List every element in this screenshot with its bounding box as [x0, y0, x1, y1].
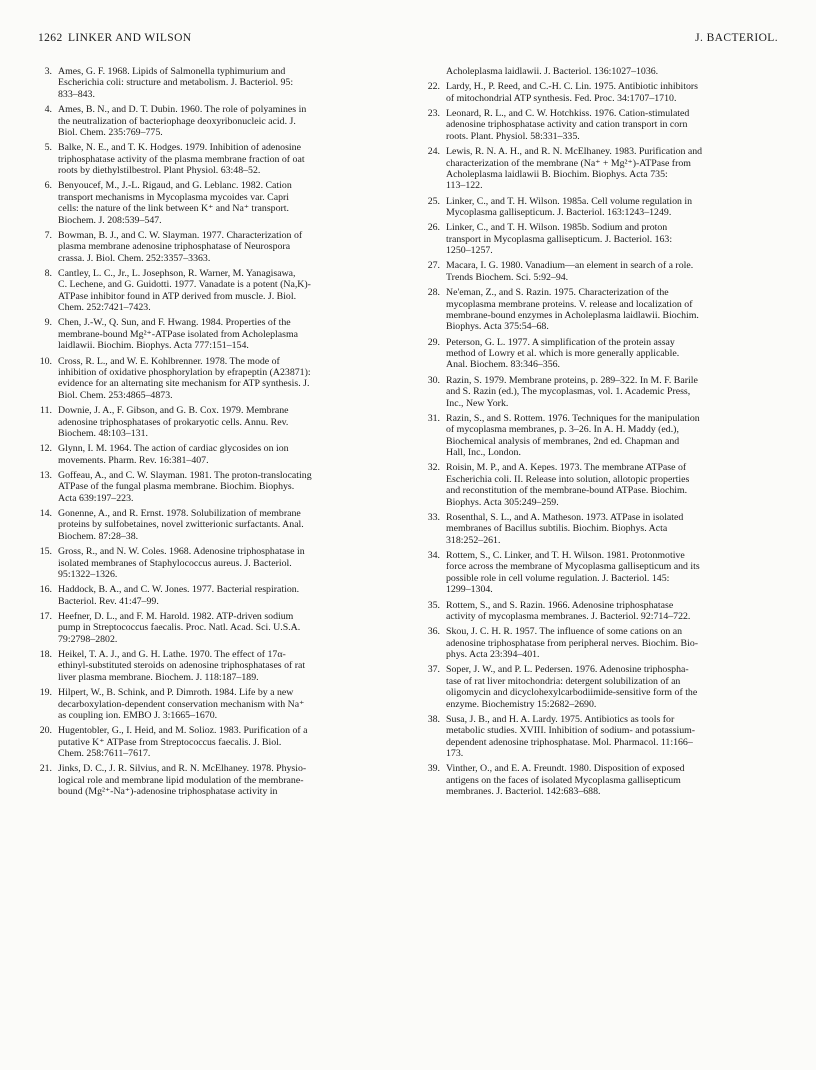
reference-line: crassa. J. Biol. Chem. 252:3357–3363.	[58, 252, 211, 264]
reference-line: Heikel, T. A. J., and G. H. Lathe. 1970. The effect of 17α-	[58, 649, 286, 661]
reference-item	[426, 146, 778, 192]
reference-line: Inc., New York.	[446, 397, 509, 409]
reference-line: of mycoplasma membranes, p. 3–26. In A. H. Maddy (ed.),	[446, 424, 679, 436]
reference-line: possible role in cell volume regulation. J. Bacteriol. 145:	[446, 572, 670, 584]
reference-line: activity of mycoplasma membranes. J. Bacteriol. 92:714–722.	[446, 610, 691, 622]
reference-line: 173.	[446, 748, 464, 760]
reference-line: Ne'eman, Z., and S. Razin. 1975. Characterization of the	[446, 287, 669, 299]
reference-line: Biochemical analysis of membranes, 2nd ed. Chapman and	[446, 435, 680, 447]
reference-line: laidlawii. Biochim. Biophys. Acta 777:151–154.	[58, 340, 249, 352]
reference-line: the neutralization of bacteriophage deoxyribonucleic acid. J.	[58, 115, 296, 127]
reference-item	[38, 356, 390, 402]
reference-line: Skou, J. C. H. R. 1957. The influence of some cations on an	[446, 626, 683, 638]
reference-line: bound (Mg²⁺-Na⁺)-adenosine triphosphatase activity in	[58, 786, 278, 798]
reference-number: 19.	[39, 687, 52, 699]
reference-number: 23.	[427, 108, 440, 119]
reference-line: Razin, S., and S. Rottem. 1976. Techniques for the manipulation	[446, 412, 700, 424]
reference-line: and S. Razin (ed.), The mycoplasmas, vol. 1. Academic Press,	[446, 386, 691, 398]
reference-line: Benyoucef, M., J.-L. Rigaud, and G. Leblanc. 1982. Cation	[58, 180, 292, 192]
reference-line: 833–843.	[58, 88, 95, 100]
reference-number: 4.	[44, 104, 52, 116]
reference-line: Ames, G. F. 1968. Lipids of Salmonella typhimurium and	[58, 66, 286, 77]
reference-item	[38, 66, 390, 100]
reference-line: Biochem. 87:28–38.	[58, 530, 139, 542]
reference-line: Balke, N. E., and T. K. Hodges. 1979. Inhibition of adenosine	[58, 142, 301, 154]
reference-item	[38, 508, 390, 542]
reference-line: proteins by sulfobetaines, novel zwitterionic surfactants. Anal.	[58, 519, 304, 531]
reference-line: 79:2798–2802.	[58, 633, 118, 645]
reference-item	[426, 714, 778, 760]
reference-item	[38, 268, 390, 314]
reference-line: Rottem, S., C. Linker, and T. H. Wilson. 1981. Protonmotive	[446, 550, 685, 562]
reference-line: Heefner, D. L., and F. M. Harold. 1982. ATP-driven sodium	[58, 610, 294, 622]
reference-line: adenosine triphosphatase from peripheral nerves. Biochim. Bio-	[446, 637, 699, 649]
reference-item	[426, 462, 778, 508]
reference-number: 6.	[44, 180, 52, 192]
reference-line: adenosine triphosphatases of prokaryotic cells. Annu. Rev.	[58, 416, 289, 428]
reference-line: tase of rat liver mitochondria: detergent solubilization of an	[446, 675, 681, 687]
reference-line: 1250–1257.	[446, 245, 493, 257]
running-journal: J. BACTERIOL.	[695, 32, 778, 44]
reference-line: Haddock, B. A., and C. W. Jones. 1977. Bacterial respiration.	[58, 584, 300, 596]
reference-item	[38, 763, 390, 797]
reference-line: Biol. Chem. 253:4865–4873.	[58, 389, 173, 401]
reference-line: Jinks, D. C., J. R. Silvius, and R. N. McElhaney. 1978. Physio-	[58, 763, 307, 775]
reference-number: 38.	[427, 713, 440, 725]
reference-line: Roisin, M. P., and A. Kepes. 1973. The membrane ATPase of	[446, 462, 687, 474]
reference-line: membrane-bound enzymes in Acholeplasma laidlawii. Biochim.	[446, 309, 699, 321]
reference-line: Acholeplasma laidlawii B. Biochim. Biophys. Acta 735:	[446, 168, 668, 180]
reference-line: Peterson, G. L. 1977. A simplification of the protein assay	[446, 336, 675, 348]
reference-line: Escherichia coli. II. Release into solution, allotopic properties	[446, 473, 690, 485]
reference-line: Macara, I. G. 1980. Vanadium—an element in search of a role.	[446, 260, 694, 272]
reference-line: Bowman, B. J., and C. W. Slayman. 1977. Characterization of	[58, 229, 303, 241]
reference-line: Cantley, L. C., Jr., L. Josephson, R. Warner, M. Yanagisawa,	[58, 267, 296, 279]
reference-line: ethinyl-substituted steroids on adenosine triphosphatases of rat	[58, 660, 306, 672]
reference-line: Razin, S. 1979. Membrane proteins, p. 289–322. In M. F. Barile	[446, 374, 698, 386]
reference-number: 22.	[427, 81, 440, 93]
reference-line: Hugentobler, G., I. Heid, and M. Solioz. 1983. Purification of a	[58, 725, 308, 737]
reference-line: isolated membranes of Staphylococcus aureus. J. Bacteriol.	[58, 557, 292, 569]
reference-number: 20.	[39, 725, 52, 737]
reference-item	[426, 81, 778, 104]
reference-number: 13.	[39, 469, 52, 481]
reference-number: 28.	[427, 287, 440, 299]
reference-line: Rottem, S., and S. Razin. 1966. Adenosine triphosphatase	[446, 599, 674, 611]
reference-number: 30.	[427, 374, 440, 386]
reference-line: movements. Pharm. Rev. 16:381–407.	[58, 454, 209, 466]
reference-line: Bacteriol. Rev. 41:47–99.	[58, 595, 159, 607]
reference-item	[426, 664, 778, 710]
reference-line: cells: the nature of the link between K⁺ and Na⁺ transport.	[58, 203, 289, 215]
reference-line: Biol. Chem. 235:769–775.	[58, 126, 163, 138]
reference-line: membrane-bound Mg²⁺-ATPase isolated from Acholeplasma	[58, 328, 298, 340]
reference-line: Escherichia coli: structure and metabolism. J. Bacteriol. 95:	[58, 77, 294, 89]
reference-line: Acta 639:197–223.	[58, 492, 134, 504]
reference-item	[426, 108, 778, 142]
reference-number: 5.	[44, 142, 52, 154]
reference-line: Chem. 252:7421–7423.	[58, 302, 151, 314]
reference-item	[38, 611, 390, 645]
reference-line: Trends Biochem. Sci. 5:92–94.	[446, 271, 569, 283]
reference-item	[426, 413, 778, 459]
reference-line: pump in Streptococcus faecalis. Proc. Natl. Acad. Sci. U.S.A.	[58, 622, 301, 634]
reference-number: 9.	[44, 317, 52, 329]
reference-line: Leonard, R. L., and C. W. Hotchkiss. 1976. Cation-stimulated	[446, 108, 690, 119]
reference-line: transport in Mycoplasma gallisepticum. J. Bacteriol. 163:	[446, 233, 673, 245]
reference-number: 3.	[44, 66, 52, 77]
reference-line: Vinther, O., and E. A. Freundt. 1980. Disposition of exposed	[446, 763, 685, 775]
reference-number: 25.	[427, 195, 440, 207]
reference-number: 12.	[39, 443, 52, 455]
reference-line: 318:252–261.	[446, 534, 501, 546]
reference-line: Susa, J. B., and H. A. Lardy. 1975. Antibiotics as tools for	[446, 713, 675, 725]
reference-line: as coupling ion. EMBO J. 3:1665–1670.	[58, 709, 218, 721]
reference-line: Downie, J. A., F. Gibson, and G. B. Cox. 1979. Membrane	[58, 405, 289, 417]
reference-line: Biophys. Acta 305:249–259.	[446, 496, 559, 508]
reference-line: Linker, C., and T. H. Wilson. 1985a. Cell volume regulation in	[446, 195, 693, 207]
reference-line: characterization of the membrane (Na⁺ + Mg²⁺)-ATPase from	[446, 157, 691, 169]
reference-number: 31.	[427, 412, 440, 424]
references-right-column	[426, 66, 778, 801]
reference-number: 37.	[427, 664, 440, 676]
reference-line: Mycoplasma gallisepticum. J. Bacteriol. 163:1243–1249.	[446, 207, 672, 219]
reference-number: 7.	[44, 229, 52, 241]
reference-number: 36.	[427, 626, 440, 638]
reference-item	[426, 337, 778, 371]
reference-line: enzyme. Biochemistry 15:2682–2690.	[446, 698, 597, 710]
reference-number: 10.	[39, 355, 52, 367]
reference-line: Glynn, I. M. 1964. The action of cardiac glycosides on ion	[58, 443, 289, 455]
reference-number: 17.	[39, 610, 52, 622]
reference-line: membranes. J. Bacteriol. 142:683–688.	[446, 786, 601, 798]
reference-number: 16.	[39, 584, 52, 596]
reference-item	[38, 104, 390, 138]
reference-item	[38, 230, 390, 264]
reference-item	[426, 287, 778, 333]
reference-number: 21.	[39, 763, 52, 775]
reference-line: and reconstitution of the membrane-bound ATPase. Biochim.	[446, 485, 688, 497]
reference-number: 32.	[427, 462, 440, 474]
reference-line: membranes of Bacillus subtilis. Biochim. Biophys. Acta	[446, 523, 668, 535]
reference-line: triphosphatase activity of the plasma membrane fraction of oat	[58, 153, 305, 165]
reference-item	[38, 725, 390, 759]
reference-item	[38, 142, 390, 176]
reference-item	[426, 196, 778, 219]
reference-item	[426, 375, 778, 409]
reference-item	[38, 649, 390, 683]
reference-line: 1299–1304.	[446, 584, 493, 596]
reference-line: Gonenne, A., and R. Ernst. 1978. Solubilization of membrane	[58, 508, 301, 520]
reference-line: Chen, J.-W., Q. Sun, and F. Hwang. 1984. Properties of the	[58, 317, 291, 329]
reference-line: Chem. 258:7611–7617.	[58, 748, 151, 760]
reference-item	[38, 546, 390, 580]
running-authors: LINKER AND WILSON	[68, 32, 192, 44]
reference-line: dependent adenosine triphosphatase. Mol. Pharmacol. 11:166–	[446, 736, 693, 748]
reference-item	[426, 600, 778, 623]
reference-number: 27.	[427, 260, 440, 272]
reference-line: phys. Acta 23:394–401.	[446, 649, 540, 661]
reference-number: 14.	[39, 508, 52, 520]
reference-line: roots. Plant. Physiol. 58:331–335.	[446, 130, 580, 142]
reference-number: 34.	[427, 550, 440, 562]
reference-line: Cross, R. L., and W. E. Kohlbrenner. 1978. The mode of	[58, 355, 280, 367]
reference-line: Soper, J. W., and P. L. Pedersen. 1976. Adenosine triphospha-	[446, 664, 689, 676]
reference-item	[38, 180, 390, 226]
reference-item	[426, 626, 778, 660]
references-left-column	[38, 66, 390, 801]
reference-number: 35.	[427, 599, 440, 611]
reference-line: putative K⁺ ATPase from Streptococcus faecalis. J. Biol.	[58, 736, 282, 748]
reference-line: Hall, Inc., London.	[446, 447, 521, 459]
reference-number: 18.	[39, 649, 52, 661]
reference-item	[426, 66, 778, 77]
reference-line: force across the membrane of Mycoplasma gallisepticum and its	[446, 561, 700, 573]
reference-line: ATPase inhibitor found in ATP derived from muscle. J. Biol.	[58, 290, 297, 302]
reference-item	[426, 260, 778, 283]
reference-item	[38, 405, 390, 439]
reference-line: Lardy, H., P. Reed, and C.-H. C. Lin. 1975. Antibiotic inhibitors	[446, 81, 698, 93]
reference-line: Biochem. J. 208:539–547.	[58, 214, 162, 226]
reference-number: 26.	[427, 222, 440, 234]
reference-number: 24.	[427, 146, 440, 158]
reference-line: evidence for an alternating site mechanism for ATP synthesis. J.	[58, 378, 310, 390]
reference-item	[38, 317, 390, 351]
reference-line: Lewis, R. N. A. H., and R. N. McElhaney. 1983. Purification and	[446, 146, 703, 158]
page-number: 1262	[38, 32, 63, 44]
reference-line: 95:1322–1326.	[58, 568, 118, 580]
reference-line: adenosine triphosphatase activity and cation transport in corn	[446, 119, 688, 131]
reference-line: 113–122.	[446, 180, 483, 192]
reference-line: liver plasma membrane. Biochem. J. 118:187–189.	[58, 671, 259, 683]
reference-line: Biochem. 48:103–131.	[58, 427, 148, 439]
reference-line: Ames, B. N., and D. T. Dubin. 1960. The role of polyamines in	[58, 104, 307, 116]
reference-line: Gross, R., and N. W. Coles. 1968. Adenosine triphosphatase in	[58, 546, 305, 558]
reference-line: Biophys. Acta 375:54–68.	[446, 321, 549, 333]
reference-line: decarboxylation-dependent conservation mechanism with Na⁺	[58, 698, 305, 710]
reference-line: metabolic studies. XVIII. Inhibition of sodium- and potassium-	[446, 725, 696, 737]
reference-item	[38, 470, 390, 504]
reference-number: 39.	[427, 763, 440, 775]
reference-line: Acholeplasma laidlawii. J. Bacteriol. 136:1027–1036.	[446, 66, 659, 77]
page-header	[38, 32, 778, 48]
reference-line: Rosenthal, S. L., and A. Matheson. 1973. ATPase in isolated	[446, 511, 684, 523]
reference-line: Hilpert, W., B. Schink, and P. Dimroth. 1984. Life by a new	[58, 687, 294, 699]
reference-line: transport mechanisms in Mycoplasma mycoides var. Capri	[58, 191, 290, 203]
reference-item	[426, 550, 778, 596]
reference-line: ATPase of the fungal plasma membrane. Biochim. Biophys.	[58, 481, 295, 493]
reference-number: 8.	[44, 267, 52, 279]
reference-line: logical role and membrane lipid modulation of the membrane-	[58, 774, 304, 786]
reference-item	[426, 763, 778, 797]
reference-line: Anal. Biochem. 83:346–356.	[446, 359, 561, 371]
reference-number: 29.	[427, 336, 440, 348]
reference-item	[426, 512, 778, 546]
reference-line: roots by diethylstilbestrol. Plant Physiol. 63:48–52.	[58, 165, 261, 177]
reference-item	[426, 222, 778, 256]
reference-line: mycoplasma membrane proteins. V. release and localization of	[446, 298, 693, 310]
reference-line: oligomycin and dicyclohexylcarbodiimide-sensitive form of the	[446, 687, 698, 699]
reference-number: 33.	[427, 511, 440, 523]
reference-item	[38, 443, 390, 466]
reference-item	[38, 584, 390, 607]
reference-line: of mitochondrial ATP synthesis. Fed. Proc. 34:1707–1710.	[446, 92, 677, 104]
reference-line: C. Lechene, and G. Guidotti. 1977. Vanadate is a potent (Na,K)-	[58, 279, 311, 291]
reference-line: inhibition of oxidative phosphorylation by efrapeptin (A23871):	[58, 366, 311, 378]
reference-line: method of Lowry et al. which is more generally applicable.	[446, 348, 680, 360]
reference-number: 15.	[39, 546, 52, 558]
reference-line: plasma membrane adenosine triphosphatase of Neurospora	[58, 241, 291, 253]
reference-line: Linker, C., and T. H. Wilson. 1985b. Sodium and proton	[446, 222, 668, 234]
reference-item	[38, 687, 390, 721]
reference-line: Goffeau, A., and C. W. Slayman. 1981. The proton-translocating	[58, 469, 312, 481]
reference-number: 11.	[40, 405, 52, 417]
reference-line: antigens on the faces of isolated Mycoplasma gallisepticum	[446, 774, 681, 786]
